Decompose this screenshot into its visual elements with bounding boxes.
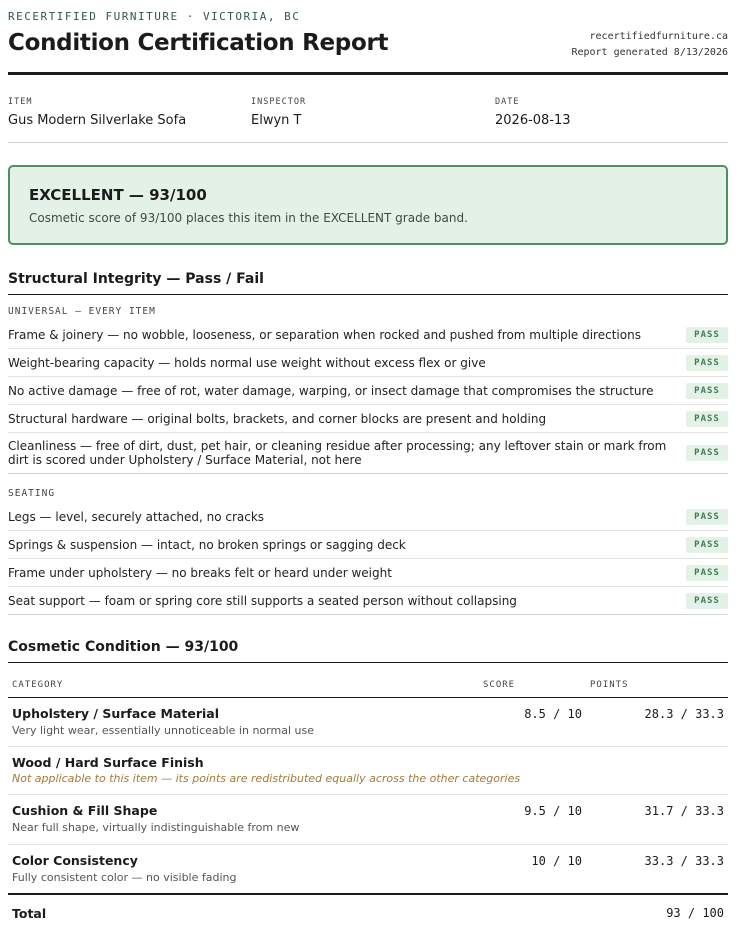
meta-inspector <box>251 97 306 128</box>
report-title: Condition Certification Report <box>8 30 389 56</box>
site-url: recertifiedfurniture.ca <box>589 31 728 42</box>
total-row <box>8 893 728 929</box>
total-value: 93 / 100 <box>666 906 724 920</box>
checklist-row <box>8 321 728 349</box>
pass-badge: PASS <box>686 565 728 581</box>
header-rule <box>8 72 728 75</box>
meta-inspector-label: INSPECTOR <box>251 97 307 107</box>
category-name: Color Consistency <box>12 853 138 868</box>
pass-badge: PASS <box>686 445 728 461</box>
grade-summary: Cosmetic score of 93/100 places this item in the EXCELLENT grade band. <box>29 211 468 225</box>
cosmetic-section-title: Cosmetic Condition — 93/100 <box>8 639 728 663</box>
checklist-row <box>8 559 728 587</box>
cosmetic-table-header <box>8 678 728 698</box>
category-score: 8.5 / 10 <box>524 707 582 721</box>
col-category: CATEGORY <box>12 680 64 690</box>
report-meta <box>8 97 728 143</box>
meta-date <box>495 97 571 128</box>
category-note: Not applicable to this item — its points are redistributed equally across the other categories <box>12 772 521 785</box>
checklist-row <box>8 349 728 377</box>
brand-line: RECERTIFIED FURNITURE · VICTORIA, BC <box>8 10 301 23</box>
structural-section-title: Structural Integrity — Pass / Fail <box>8 271 728 295</box>
col-score: SCORE <box>483 680 516 690</box>
category-points: 31.7 / 33.3 <box>644 804 724 818</box>
pass-badge: PASS <box>686 411 728 427</box>
checklist-row <box>8 377 728 405</box>
check-item-text: Frame & joinery — no wobble, looseness, or separation when rocked and pushed from multiple directions <box>8 327 641 342</box>
category-score: 9.5 / 10 <box>524 804 582 818</box>
table-row <box>8 795 728 845</box>
category-points: 33.3 / 33.3 <box>644 854 724 868</box>
category-name: Wood / Hard Surface Finish <box>12 755 204 770</box>
meta-item-label: ITEM <box>8 97 33 107</box>
group-label-universal: UNIVERSAL — EVERY ITEM <box>8 306 156 317</box>
meta-item <box>8 97 186 128</box>
meta-item-value: Gus Modern Silverlake Sofa <box>8 113 187 128</box>
meta-date-label: DATE <box>495 97 520 107</box>
pass-badge: PASS <box>686 327 728 343</box>
checklist-row <box>8 433 728 474</box>
universal-checklist <box>8 321 728 474</box>
category-points: 28.3 / 33.3 <box>644 707 724 721</box>
check-item-text: Seat support — foam or spring core still supports a seated person without collapsing <box>8 593 517 608</box>
table-row <box>8 845 728 893</box>
check-item-text: Structural hardware — original bolts, brackets, and corner blocks are present and holding <box>8 411 547 426</box>
site-info <box>571 29 728 61</box>
checklist-row <box>8 503 728 531</box>
check-item-text: Frame under upholstery — no breaks felt or heard under weight <box>8 565 392 580</box>
seating-checklist <box>8 503 728 615</box>
pass-badge: PASS <box>686 537 728 553</box>
meta-date-value: 2026-08-13 <box>495 113 571 128</box>
category-note: Very light wear, essentially unnoticeable in normal use <box>12 724 314 737</box>
pass-badge: PASS <box>686 355 728 371</box>
check-item-text: Springs & suspension — intact, no broken springs or sagging deck <box>8 537 406 552</box>
grade-banner <box>8 165 728 245</box>
group-label-seating: SEATING <box>8 488 56 499</box>
category-score: 10 / 10 <box>531 854 582 868</box>
category-name: Cushion & Fill Shape <box>12 803 158 818</box>
meta-inspector-value: Elwyn T <box>251 113 302 128</box>
table-row <box>8 747 728 795</box>
checklist-row <box>8 587 728 615</box>
check-item-text: Cleanliness — free of dirt, dust, pet hair, or cleaning residue after processing; any leftover stain or mark from dirt is scored under Upholstery / Surface Material, not here <box>8 439 667 467</box>
checklist-row <box>8 531 728 559</box>
col-points: POINTS <box>590 680 629 690</box>
pass-badge: PASS <box>686 383 728 399</box>
category-note: Near full shape, virtually indistinguishable from new <box>12 821 300 834</box>
checklist-row <box>8 405 728 433</box>
pass-badge: PASS <box>686 593 728 609</box>
check-item-text: Weight-bearing capacity — holds normal use weight without excess flex or give <box>8 355 486 370</box>
pass-badge: PASS <box>686 509 728 525</box>
report-generated: Report generated 8/13/2026 <box>571 47 728 58</box>
category-note: Fully consistent color — no visible fading <box>12 871 237 884</box>
grade-title: EXCELLENT — 93/100 <box>29 186 207 204</box>
category-name: Upholstery / Surface Material <box>12 706 220 721</box>
table-row <box>8 698 728 747</box>
check-item-text: No active damage — free of rot, water damage, warping, or insect damage that compromises the structure <box>8 383 654 398</box>
total-label: Total <box>12 906 47 921</box>
check-item-text: Legs — level, securely attached, no cracks <box>8 509 265 524</box>
